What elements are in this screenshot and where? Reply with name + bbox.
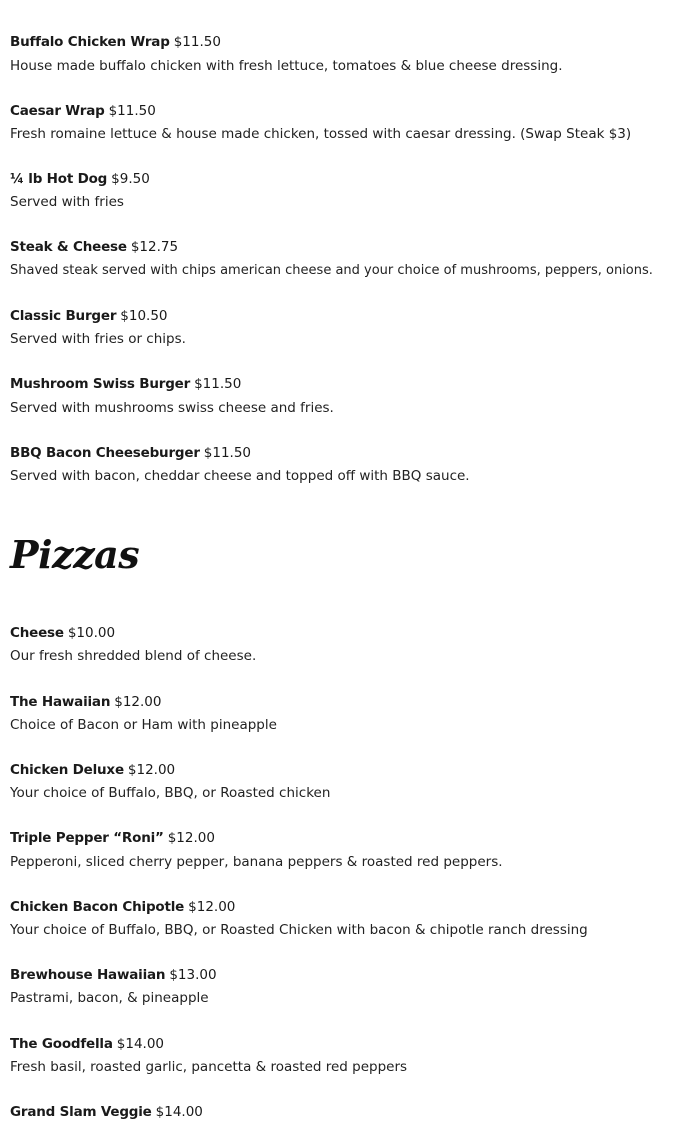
menu-item-title: [10, 898, 235, 916]
menu-item-title: [10, 829, 215, 847]
item-price: $12.00: [127, 762, 176, 778]
item-price: $11.50: [108, 103, 156, 119]
item-description: Served with bacon, cheddar cheese and topped off with BBQ sauce.: [10, 468, 470, 484]
item-description: Fresh romaine lettuce & house made chicken, tossed with caesar dressing. (Swap Steak $3): [10, 126, 632, 142]
item-price: $10.50: [120, 308, 168, 324]
item-description: Choice of Bacon or Ham with pineapple: [10, 717, 277, 733]
menu-item-title: [10, 33, 221, 51]
item-name: Triple Pepper “Roni”: [10, 830, 164, 846]
item-name: Chicken Bacon Chipotle: [10, 899, 185, 915]
section-heading-pizzas: Pizzas: [10, 532, 140, 577]
menu-item-title: [10, 1103, 203, 1121]
menu-item-title: [10, 238, 178, 256]
item-name: The Goodfella: [10, 1036, 113, 1052]
item-price: $14.00: [116, 1036, 165, 1052]
item-price: $12.75: [130, 239, 179, 255]
item-description: Pepperoni, sliced cherry pepper, banana peppers & roasted red peppers.: [10, 854, 503, 870]
menu-item-title: [10, 1035, 164, 1053]
item-description: Served with mushrooms swiss cheese and fries.: [10, 400, 334, 416]
item-name: ¼ lb Hot Dog: [10, 171, 108, 187]
item-name: Mushroom Swiss Burger: [10, 376, 191, 392]
item-description: Your choice of Buffalo, BBQ, or Roasted Chicken with bacon & chipotle ranch dressing: [10, 922, 588, 938]
item-price: $11.50: [173, 34, 221, 50]
menu-item-title: [10, 966, 217, 984]
item-description: House made buffalo chicken with fresh lettuce, tomatoes & blue cheese dressing.: [10, 58, 563, 74]
item-description: Shaved steak served with chips american cheese and your choice of mushrooms, peppers, onions.: [10, 263, 653, 278]
menu-item-title: [10, 624, 115, 642]
item-description: Served with fries or chips.: [10, 331, 186, 347]
item-name: The Hawaiian: [10, 694, 111, 710]
item-price: $11.50: [203, 445, 252, 461]
menu-item-title: [10, 444, 251, 462]
item-price: $12.00: [167, 830, 215, 846]
item-name: BBQ Bacon Cheeseburger: [10, 445, 200, 461]
item-description: Our fresh shredded blend of cheese.: [10, 648, 257, 664]
item-name: Classic Burger: [10, 308, 117, 324]
item-description: Pastrami, bacon, & pineapple: [10, 990, 209, 1006]
menu-item-title: [10, 307, 168, 325]
item-name: Grand Slam Veggie: [10, 1104, 152, 1120]
menu-item-title: [10, 375, 241, 393]
item-price: $12.00: [114, 694, 162, 710]
item-price: $13.00: [169, 967, 217, 983]
item-name: Brewhouse Hawaiian: [10, 967, 166, 983]
item-price: $9.50: [111, 171, 150, 187]
item-description: Served with fries: [10, 194, 124, 210]
item-name: Buffalo Chicken Wrap: [10, 34, 170, 50]
menu-item-title: [10, 761, 175, 779]
menu-item-title: [10, 693, 162, 711]
item-price: $12.00: [188, 899, 236, 915]
item-name: Cheese: [10, 625, 64, 641]
item-description: Fresh basil, roasted garlic, pancetta & roasted red peppers: [10, 1059, 408, 1075]
item-name: Steak & Cheese: [10, 239, 127, 255]
item-name: Caesar Wrap: [10, 103, 105, 119]
menu-item-title: [10, 170, 150, 188]
item-name: Chicken Deluxe: [10, 762, 124, 778]
item-price: $11.50: [194, 376, 242, 392]
item-price: $14.00: [155, 1104, 203, 1120]
item-description: Your choice of Buffalo, BBQ, or Roasted chicken: [10, 785, 331, 801]
item-price: $10.00: [67, 625, 116, 641]
menu-item-title: [10, 102, 156, 120]
